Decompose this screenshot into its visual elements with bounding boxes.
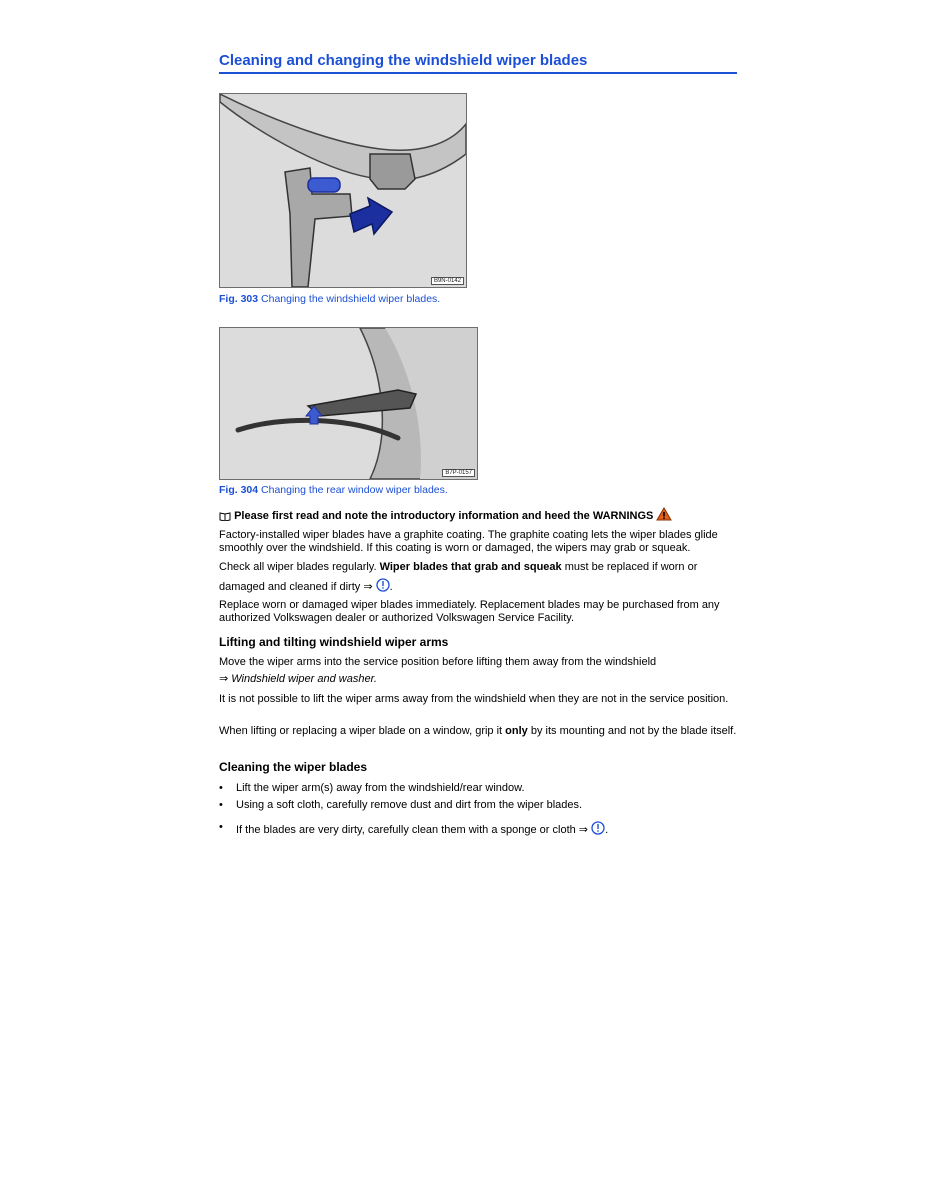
figure-rear-wiper <box>219 327 478 480</box>
paragraph-grip <box>219 725 737 738</box>
caution-icon[interactable] <box>591 821 605 839</box>
section-heading-cleaning: Cleaning the wiper blades <box>219 760 368 774</box>
text-span: must be replaced if worn or <box>561 561 698 573</box>
list-item-text <box>236 821 608 839</box>
text-span: When lifting or replacing a wiper blade on a window, grip it <box>219 725 506 737</box>
paragraph-check-line2 <box>219 578 737 596</box>
rear-wiper-illustration <box>220 328 477 479</box>
figure-number: Fig. 303 <box>219 293 259 305</box>
figure-caption <box>219 484 448 496</box>
figure-windshield-wiper <box>219 93 467 288</box>
figure-number: Fig. 304 <box>219 484 259 496</box>
text-span: by its mounting and not by the blade itself. <box>527 725 737 737</box>
wiper-blade-illustration <box>220 94 466 287</box>
intro-text: Please first read and note the introductory information and heed the WARNINGS <box>234 510 654 522</box>
bullet-dot: • <box>219 799 223 811</box>
figure-caption-text: Changing the windshield wiper blades. <box>261 293 441 305</box>
list-item-text: Lift the wiper arm(s) away from the windshield/rear window. <box>236 782 525 794</box>
cross-reference-link[interactable]: ⇒ Windshield wiper and washer. <box>219 673 377 685</box>
paragraph-not-possible: It is not possible to lift the wiper arms away from the windshield when they are not in the service position. <box>219 693 729 705</box>
paragraph-check <box>219 561 737 574</box>
text-span: If the blades are very dirty, carefully clean them with a sponge or cloth ⇒ <box>236 824 592 836</box>
bullet-dot: • <box>219 821 223 833</box>
text-span: . <box>605 824 609 836</box>
book-icon <box>219 511 231 525</box>
page-title: Cleaning and changing the windshield wiper blades <box>219 52 737 74</box>
list-item-text: Using a soft cloth, carefully remove dust and dirt from the wiper blades. <box>236 799 583 811</box>
figure-tag: B9N-0142 <box>431 277 464 285</box>
bullet-dot: • <box>219 782 223 794</box>
bold-text: Wiper blades that grab and squeak <box>379 561 562 573</box>
warning-icon[interactable] <box>656 507 672 525</box>
text-span: damaged and cleaned if dirty ⇒ <box>219 581 376 593</box>
figure-caption <box>219 293 440 305</box>
paragraph-coating: Factory-installed wiper blades have a graphite coating. The graphite coating lets the wiper blades glide smoothly over the windshield. If this coating is worn or damaged, the wipers may grab or squeak. <box>219 529 718 554</box>
caution-icon[interactable] <box>376 578 390 596</box>
figure-caption-text: Changing the rear window wiper blades. <box>261 484 448 496</box>
paragraph-replace: Replace worn or damaged wiper blades immediately. Replacement blades may be purchased from any authorized Volkswagen dealer or authorized Volkswagen Service Facility. <box>219 599 720 624</box>
intro-note <box>219 507 737 525</box>
figure-tag: B7P-0157 <box>442 469 475 477</box>
bold-text: only <box>505 725 528 737</box>
paragraph-service-position: Move the wiper arms into the service position before lifting them away from the windshield <box>219 656 657 668</box>
text-span: Check all wiper blades regularly. <box>219 561 380 573</box>
section-heading-lifting: Lifting and tilting windshield wiper arms <box>219 635 449 649</box>
text-span: . <box>389 581 393 593</box>
